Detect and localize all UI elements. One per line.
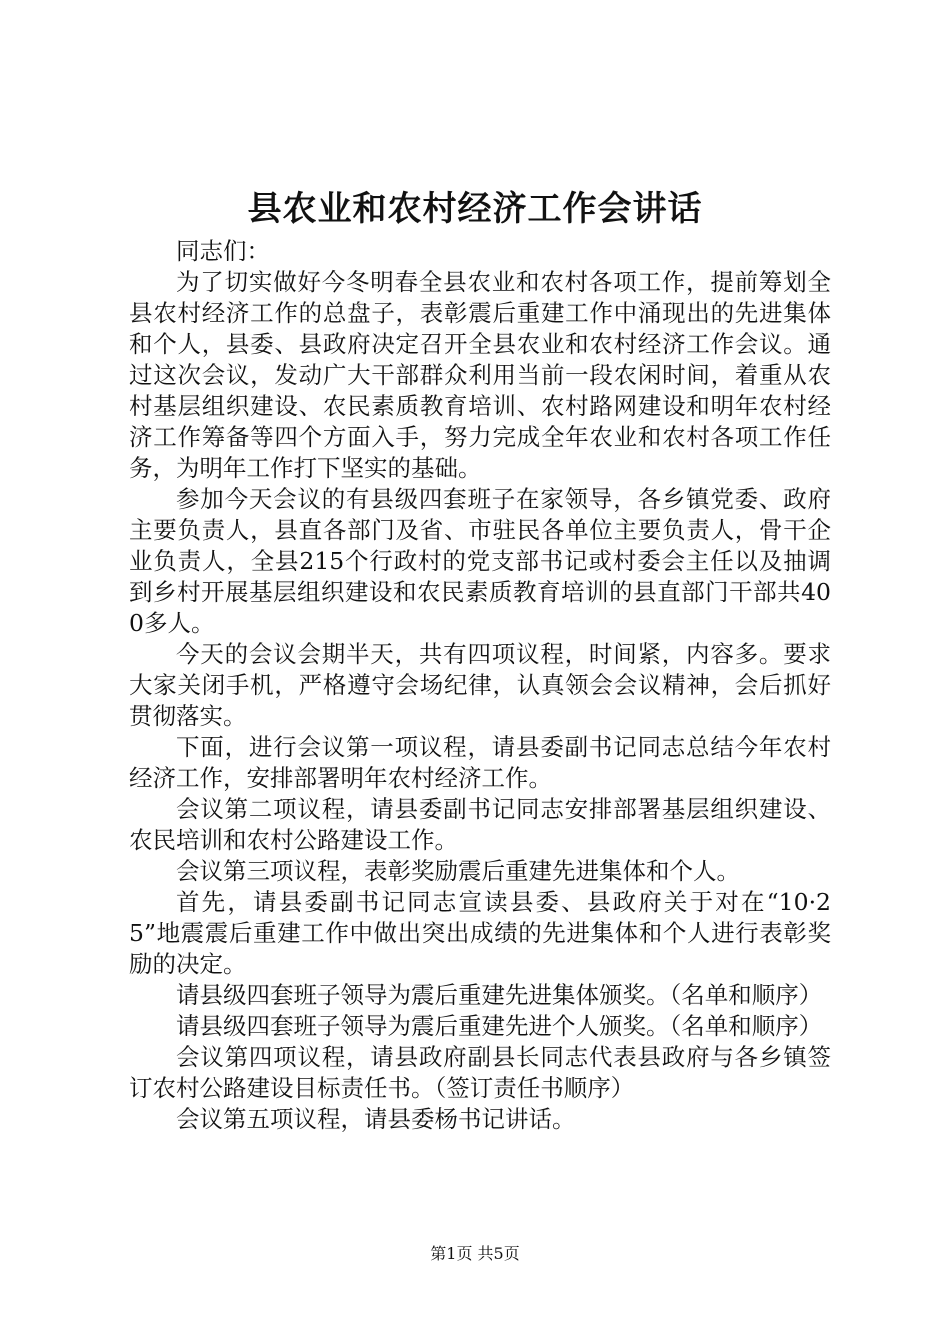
paragraph-4: 下面，进行会议第一项议程，请县委副书记同志总结今年农村经济工作，安排部署明年农村经济工作。 [129,733,831,792]
paragraph-10: 会议第四项议程，请县政府副县长同志代表县政府与各乡镇签订农村公路建设目标责任书。（签订责任书顺序） [129,1043,831,1102]
document-title: 县农业和农村经济工作会讲话 [247,189,703,229]
paragraph-11: 会议第五项议程，请县委杨书记讲话。 [176,1105,576,1133]
paragraph-7: 首先，请县委副书记同志宣读县委、县政府关于对在“10·25”地震震后重建工作中做出突出成绩的先进集体和个人进行表彰奖励的决定。 [129,888,831,978]
paragraph-5: 会议第二项议程，请县委副书记同志安排部署基层组织建设、农民培训和农村公路建设工作。 [129,795,831,854]
page-indicator: 第1页 共5页 [430,1244,520,1263]
paragraph-6: 会议第三项议程，表彰奖励震后重建先进集体和个人。 [176,857,740,885]
paragraph-3: 今天的会议会期半天，共有四项议程，时间紧，内容多。要求大家关闭手机，严格遵守会场纪律，认真领会会议精神，会后抓好贯彻落实。 [129,640,831,730]
paragraph-2: 参加今天会议的有县级四套班子在家领导，各乡镇党委、政府主要负责人，县直各部门及省、市驻民各单位主要负责人，骨干企业负责人，全县215个行政村的党支部书记或村委会主任以及抽调到乡村开展基层组织建设和农民素质教育培训的县直部门干部共400多人。 [129,485,831,637]
paragraph-9: 请县级四套班子领导为震后重建先进个人颁奖。（名单和顺序） [176,1012,823,1040]
document-body [129,236,831,1135]
paragraph-1: 为了切实做好今冬明春全县农业和农村各项工作，提前筹划全县农村经济工作的总盘子，表彰震后重建工作中涌现出的先进集体和个人，县委、县政府决定召开全县农业和农村经济工作会议。通过这次会议，发动广大干部群众利用当前一段农闲时间，着重从农村基层组织建设、农民素质教育培训、农村路网建设和明年农村经济工作筹备等四个方面入手，努力完成全年农业和农村各项工作任务，为明年工作打下坚实的基础。 [129,268,831,482]
paragraph-8: 请县级四套班子领导为震后重建先进集体颁奖。（名单和顺序） [176,981,823,1009]
salutation: 同志们： [176,237,270,265]
